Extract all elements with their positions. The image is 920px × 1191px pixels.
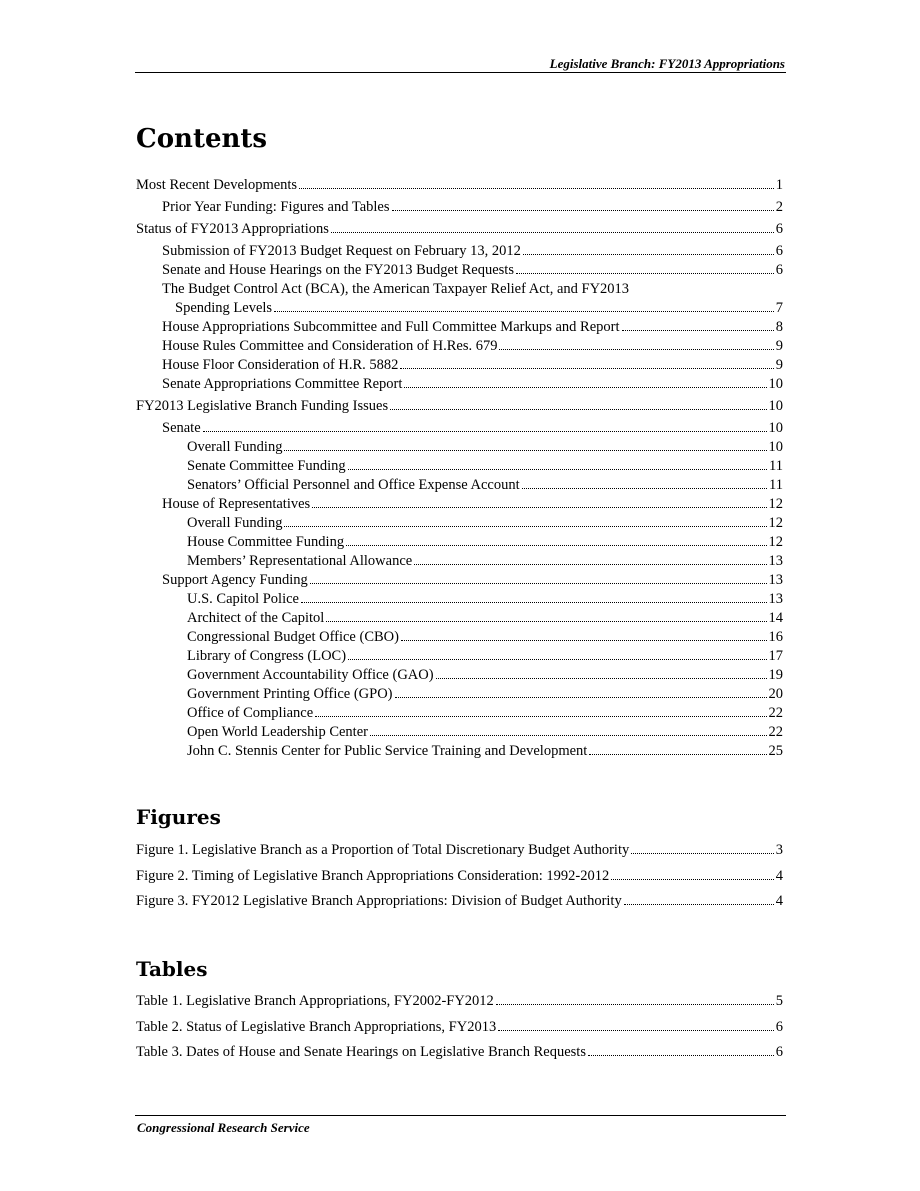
toc-entry-title: Submission of FY2013 Budget Request on February 13, 2012: [162, 243, 521, 259]
entry-title: Table 3. Dates of House and Senate Hearings on Legislative Branch Requests: [136, 1044, 586, 1060]
toc-entry-page: 2: [775, 199, 783, 215]
toc-entry-page: 7: [775, 300, 783, 316]
tables-heading: Tables: [136, 957, 208, 981]
leader-dots: [414, 564, 766, 565]
tables-list: [136, 993, 783, 1070]
toc-entry[interactable]: [136, 177, 783, 196]
toc-entry-title-continued: Spending Levels: [175, 300, 273, 316]
figure-entry[interactable]: [136, 893, 783, 912]
leader-dots: [310, 583, 767, 584]
toc-entry[interactable]: [136, 534, 783, 553]
entry-page: 6: [775, 1044, 783, 1060]
toc-entry[interactable]: [136, 319, 783, 338]
entry-page: 4: [775, 867, 783, 884]
leader-dots: [589, 754, 766, 755]
toc-entry[interactable]: [136, 398, 783, 417]
toc-entry-page: 8: [775, 319, 783, 335]
contents-heading: Contents: [136, 124, 268, 154]
toc-entry[interactable]: [136, 357, 783, 376]
toc-entry[interactable]: [136, 243, 783, 262]
toc-entry-title: Library of Congress (LOC): [187, 648, 347, 664]
contents-list: [136, 177, 783, 762]
leader-dots: [496, 1004, 774, 1005]
toc-entry-page: 1: [775, 177, 783, 193]
leader-dots: [284, 526, 766, 527]
leader-dots: [284, 450, 766, 451]
toc-entry-page: 11: [769, 477, 783, 493]
figures-heading: Figures: [136, 805, 221, 829]
leader-dots: [326, 621, 766, 622]
toc-entry[interactable]: [136, 477, 783, 496]
leader-dots: [301, 602, 767, 603]
toc-entry[interactable]: [136, 515, 783, 534]
entry-title: Table 1. Legislative Branch Appropriations, FY2002-FY2012: [136, 993, 494, 1009]
leader-dots: [315, 716, 766, 717]
toc-entry[interactable]: [136, 262, 783, 281]
toc-entry-title: Congressional Budget Office (CBO): [187, 629, 399, 645]
toc-entry-page: 11: [769, 458, 783, 474]
toc-entry[interactable]: [136, 458, 783, 477]
toc-entry-page: 25: [768, 743, 783, 759]
toc-entry[interactable]: [136, 686, 783, 705]
toc-entry-page: 14: [768, 610, 783, 626]
leader-dots: [348, 469, 767, 470]
toc-entry-title: House Rules Committee and Consideration of H.Res. 679: [162, 338, 498, 354]
leader-dots: [299, 188, 774, 189]
toc-entry-title: House of Representatives: [162, 496, 311, 512]
toc-entry[interactable]: [136, 724, 783, 743]
toc-entry-title: Senate: [162, 420, 201, 436]
toc-entry[interactable]: [136, 376, 783, 395]
leader-dots: [523, 254, 774, 255]
toc-entry-page: 22: [768, 705, 783, 721]
entry-title: Table 2. Status of Legislative Branch Appropriations, FY2013: [136, 1018, 497, 1035]
entry-title: Figure 3. FY2012 Legislative Branch Appropriations: Division of Budget Authority: [136, 893, 622, 909]
toc-entry-page: 19: [768, 667, 783, 683]
toc-entry-title: Members’ Representational Allowance: [187, 553, 413, 569]
toc-entry-page: 10: [768, 398, 783, 414]
toc-entry-title: Architect of the Capitol: [187, 610, 325, 626]
leader-dots: [631, 853, 774, 854]
toc-entry-title: Senate Appropriations Committee Report: [162, 376, 403, 392]
leader-dots: [331, 232, 774, 233]
leader-dots: [499, 349, 773, 350]
leader-dots: [622, 330, 774, 331]
toc-entry-page: 9: [775, 357, 783, 373]
running-header: Legislative Branch: FY2013 Appropriations: [549, 56, 785, 71]
leader-dots: [516, 273, 774, 274]
toc-entry[interactable]: [136, 743, 783, 762]
toc-entry[interactable]: [136, 439, 783, 458]
toc-entry-title: Support Agency Funding: [162, 572, 308, 588]
leader-dots: [392, 210, 774, 211]
entry-page: 6: [775, 1018, 783, 1035]
toc-entry-page: 13: [768, 591, 783, 607]
toc-entry[interactable]: [136, 553, 783, 572]
toc-entry-title: John C. Stennis Center for Public Service Training and Development: [187, 743, 588, 759]
toc-entry-page: 12: [768, 534, 783, 550]
entry-title: Figure 2. Timing of Legislative Branch Appropriations Consideration: 1992-2012: [136, 867, 610, 884]
toc-entry-page: 10: [768, 420, 783, 436]
toc-entry-title: FY2013 Legislative Branch Funding Issues: [136, 398, 389, 414]
figures-list: [136, 842, 783, 919]
toc-entry-page: 13: [768, 553, 783, 569]
toc-entry[interactable]: [136, 648, 783, 667]
leader-dots: [611, 879, 774, 880]
leader-dots: [498, 1030, 774, 1031]
leader-dots: [203, 431, 767, 432]
toc-entry-title: Status of FY2013 Appropriations: [136, 221, 329, 237]
table-entry[interactable]: [136, 1044, 783, 1063]
leader-dots: [588, 1055, 774, 1056]
toc-entry-title: Open World Leadership Center: [187, 724, 368, 740]
toc-entry[interactable]: [136, 338, 783, 357]
table-entry[interactable]: [136, 1019, 783, 1038]
leader-dots: [401, 640, 767, 641]
entry-page: 5: [775, 993, 783, 1009]
toc-entry-title: Most Recent Developments: [136, 177, 298, 193]
toc-entry-title: Senate and House Hearings on the FY2013 Budget Requests: [162, 262, 514, 278]
leader-dots: [312, 507, 766, 508]
toc-entry-page: 22: [768, 724, 783, 740]
header-rule: [135, 72, 786, 73]
toc-entry[interactable]: [136, 199, 783, 218]
toc-entry-title: House Committee Funding: [187, 534, 345, 550]
leader-dots: [346, 545, 766, 546]
toc-entry-page: 12: [768, 515, 783, 531]
entry-title: Figure 1. Legislative Branch as a Proportion of Total Discretionary Budget Authority: [136, 842, 630, 858]
toc-entry[interactable]: [136, 281, 783, 319]
footer-rule: [135, 1115, 786, 1116]
toc-entry-title: Senate Committee Funding: [187, 458, 346, 474]
table-entry[interactable]: [136, 993, 783, 1012]
toc-entry-page: 6: [775, 243, 783, 259]
toc-entry[interactable]: [136, 572, 783, 591]
leader-dots: [404, 387, 766, 388]
entry-page: 4: [775, 893, 783, 909]
leader-dots: [274, 311, 774, 312]
leader-dots: [436, 678, 767, 679]
toc-entry-continuation: [162, 300, 783, 319]
running-footer: Congressional Research Service: [137, 1120, 310, 1135]
toc-entry[interactable]: [136, 221, 783, 240]
leader-dots: [390, 409, 766, 410]
toc-entry[interactable]: [136, 629, 783, 648]
toc-entry-page: 17: [768, 648, 783, 664]
toc-entry-title: Government Printing Office (GPO): [187, 686, 393, 702]
toc-entry[interactable]: [136, 667, 783, 686]
toc-entry[interactable]: [136, 610, 783, 629]
toc-entry-page: 10: [768, 439, 783, 455]
leader-dots: [395, 697, 767, 698]
toc-entry-title: House Floor Consideration of H.R. 5882: [162, 357, 399, 373]
toc-entry-title: Overall Funding: [187, 515, 283, 531]
toc-entry-page: 20: [768, 686, 783, 702]
toc-entry-page: 6: [775, 221, 783, 237]
leader-dots: [624, 904, 774, 905]
toc-entry-page: 10: [768, 376, 783, 392]
toc-entry[interactable]: [136, 705, 783, 724]
toc-entry-page: 16: [768, 629, 783, 645]
leader-dots: [400, 368, 773, 369]
leader-dots: [348, 659, 766, 660]
toc-entry[interactable]: [136, 591, 783, 610]
toc-entry[interactable]: [136, 496, 783, 515]
leader-dots: [370, 735, 767, 736]
toc-entry-title: The Budget Control Act (BCA), the American Taxpayer Relief Act, and FY2013: [162, 281, 630, 297]
toc-entry-page: 13: [768, 572, 783, 588]
toc-entry-title: U.S. Capitol Police: [187, 591, 299, 607]
toc-entry-title: House Appropriations Subcommittee and Full Committee Markups and Report: [162, 319, 620, 335]
toc-entry-title: Prior Year Funding: Figures and Tables: [162, 199, 390, 215]
toc-entry-title: Senators’ Official Personnel and Office Expense Account: [187, 477, 520, 493]
toc-entry-page: 9: [775, 338, 783, 354]
figure-entry[interactable]: [136, 868, 783, 887]
toc-entry-page: 6: [775, 262, 783, 278]
toc-entry[interactable]: [136, 420, 783, 439]
leader-dots: [522, 488, 767, 489]
toc-entry-title: Government Accountability Office (GAO): [187, 667, 434, 683]
figure-entry[interactable]: [136, 842, 783, 861]
toc-entry-title: Office of Compliance: [187, 705, 314, 721]
entry-page: 3: [775, 842, 783, 858]
toc-entry-title: Overall Funding: [187, 439, 283, 455]
toc-entry-page: 12: [768, 496, 783, 512]
